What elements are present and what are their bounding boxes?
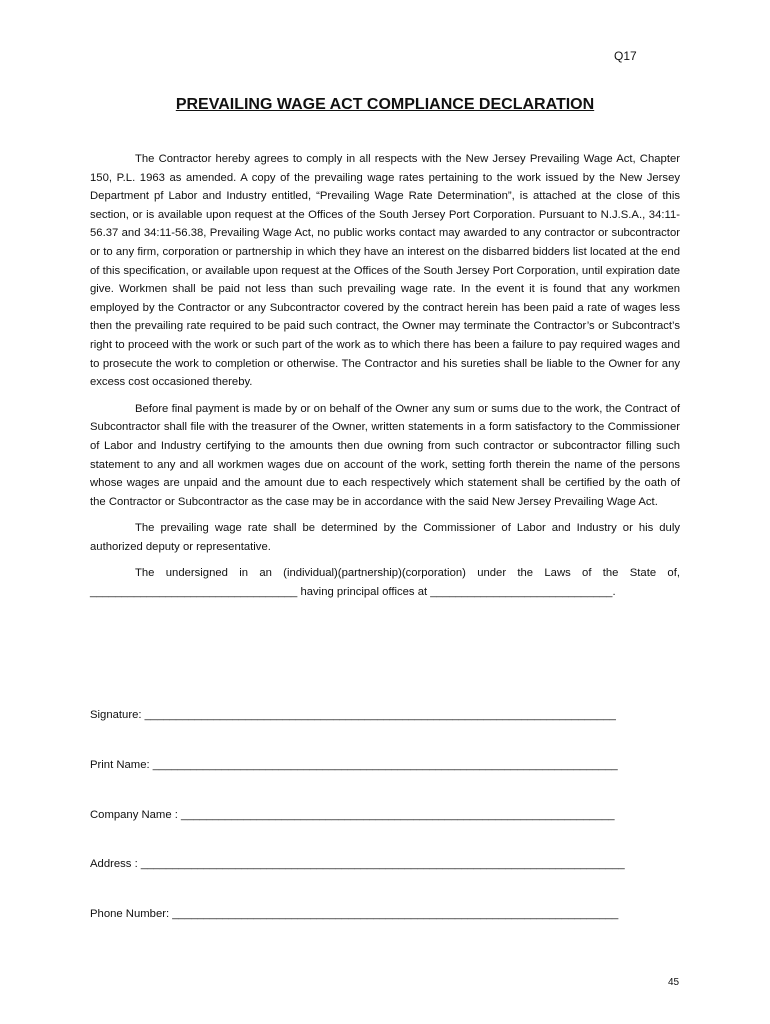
paragraph-final-payment: Before final payment is made by or on behalf of the Owner any sum or sums due to the work, the Contract of Subcontractor shall file with the treasurer of the Owner, written statements in a form satisfactory to the Commissioner of Labor and Industry certifying to the amounts then due owning from such contractor or subcontractor filling such statement to any and all workmen wages due on account of the work, setting forth therein the name of the persons whose wages are unpaid and the amount due to each respectively which statement shall be certified by the oath of the Contractor or Subcontractor as the case may be in accordance with the said New Jersey Prevailing Wage Act. bbox=[90, 402, 680, 508]
paragraph-undersigned: The undersigned in an (individual)(partnership)(corporation) under the Laws of the State of, _________________________________ having principal offices at _____________________________. bbox=[90, 567, 680, 599]
paragraph-compliance: The Contractor hereby agrees to comply in all respects with the New Jersey Prevailing Wage Act, Chapter 150, P.L. 1963 as amended. A copy of the prevailing wage rates pertaining to the work issued by the New Jersey Department pf Labor and Industry entitled, “Prevailing Wage Rate Determination”, is attached at the close of this section, or is available upon request at the Offices of the South Jersey Port Corporation. Pursuant to N.J.S.A., 34:11-56.37 and 34:11-56.38, Prevailing Wage Act, no public works contact may awarded to any contractor or subcontractor or to any firm, corporation or partnership in which they have an interest on the disbarred bidders list located at the end of this specification, or available upon request at the Offices of the South Jersey Port Corporation, until expiration date give. Workmen shall be paid not less than such prevailing wage rate. In the event it is found that any workmen employed by the Contractor or any Subcontractor covered by the contract herein has been paid a rate of wages less then the prevailing rate required to be paid such contract, the Owner may terminate the Contractor’s or Subcontract’s right to proceed with the work or such part of the work as to which there has been a failure to pay required wages and to prosecute the work to completion or otherwise. The Contractor and his sureties shall be liable to the Owner for any excess cost occasioned thereby. bbox=[90, 153, 680, 389]
page-title: PREVAILING WAGE ACT COMPLIANCE DECLARATION bbox=[175, 96, 595, 113]
signature-field[interactable]: Signature: ___________________________________________________________________________ bbox=[90, 709, 616, 721]
print-name-field[interactable]: Print Name: __________________________________________________________________________ bbox=[90, 759, 618, 771]
company-name-field[interactable]: Company Name : _____________________________________________________________________ bbox=[90, 809, 615, 821]
form-code: Q17 bbox=[614, 49, 637, 63]
address-field[interactable]: Address : _____________________________________________________________________________ bbox=[90, 858, 625, 870]
declaration-body bbox=[90, 150, 680, 610]
page-number: 45 bbox=[668, 977, 680, 988]
paragraph-wage-rate: The prevailing wage rate shall be determined by the Commissioner of Labor and Industry or his duly authorized deputy or representative. bbox=[90, 522, 680, 553]
phone-number-field[interactable]: Phone Number: _______________________________________________________________________ bbox=[90, 908, 619, 920]
